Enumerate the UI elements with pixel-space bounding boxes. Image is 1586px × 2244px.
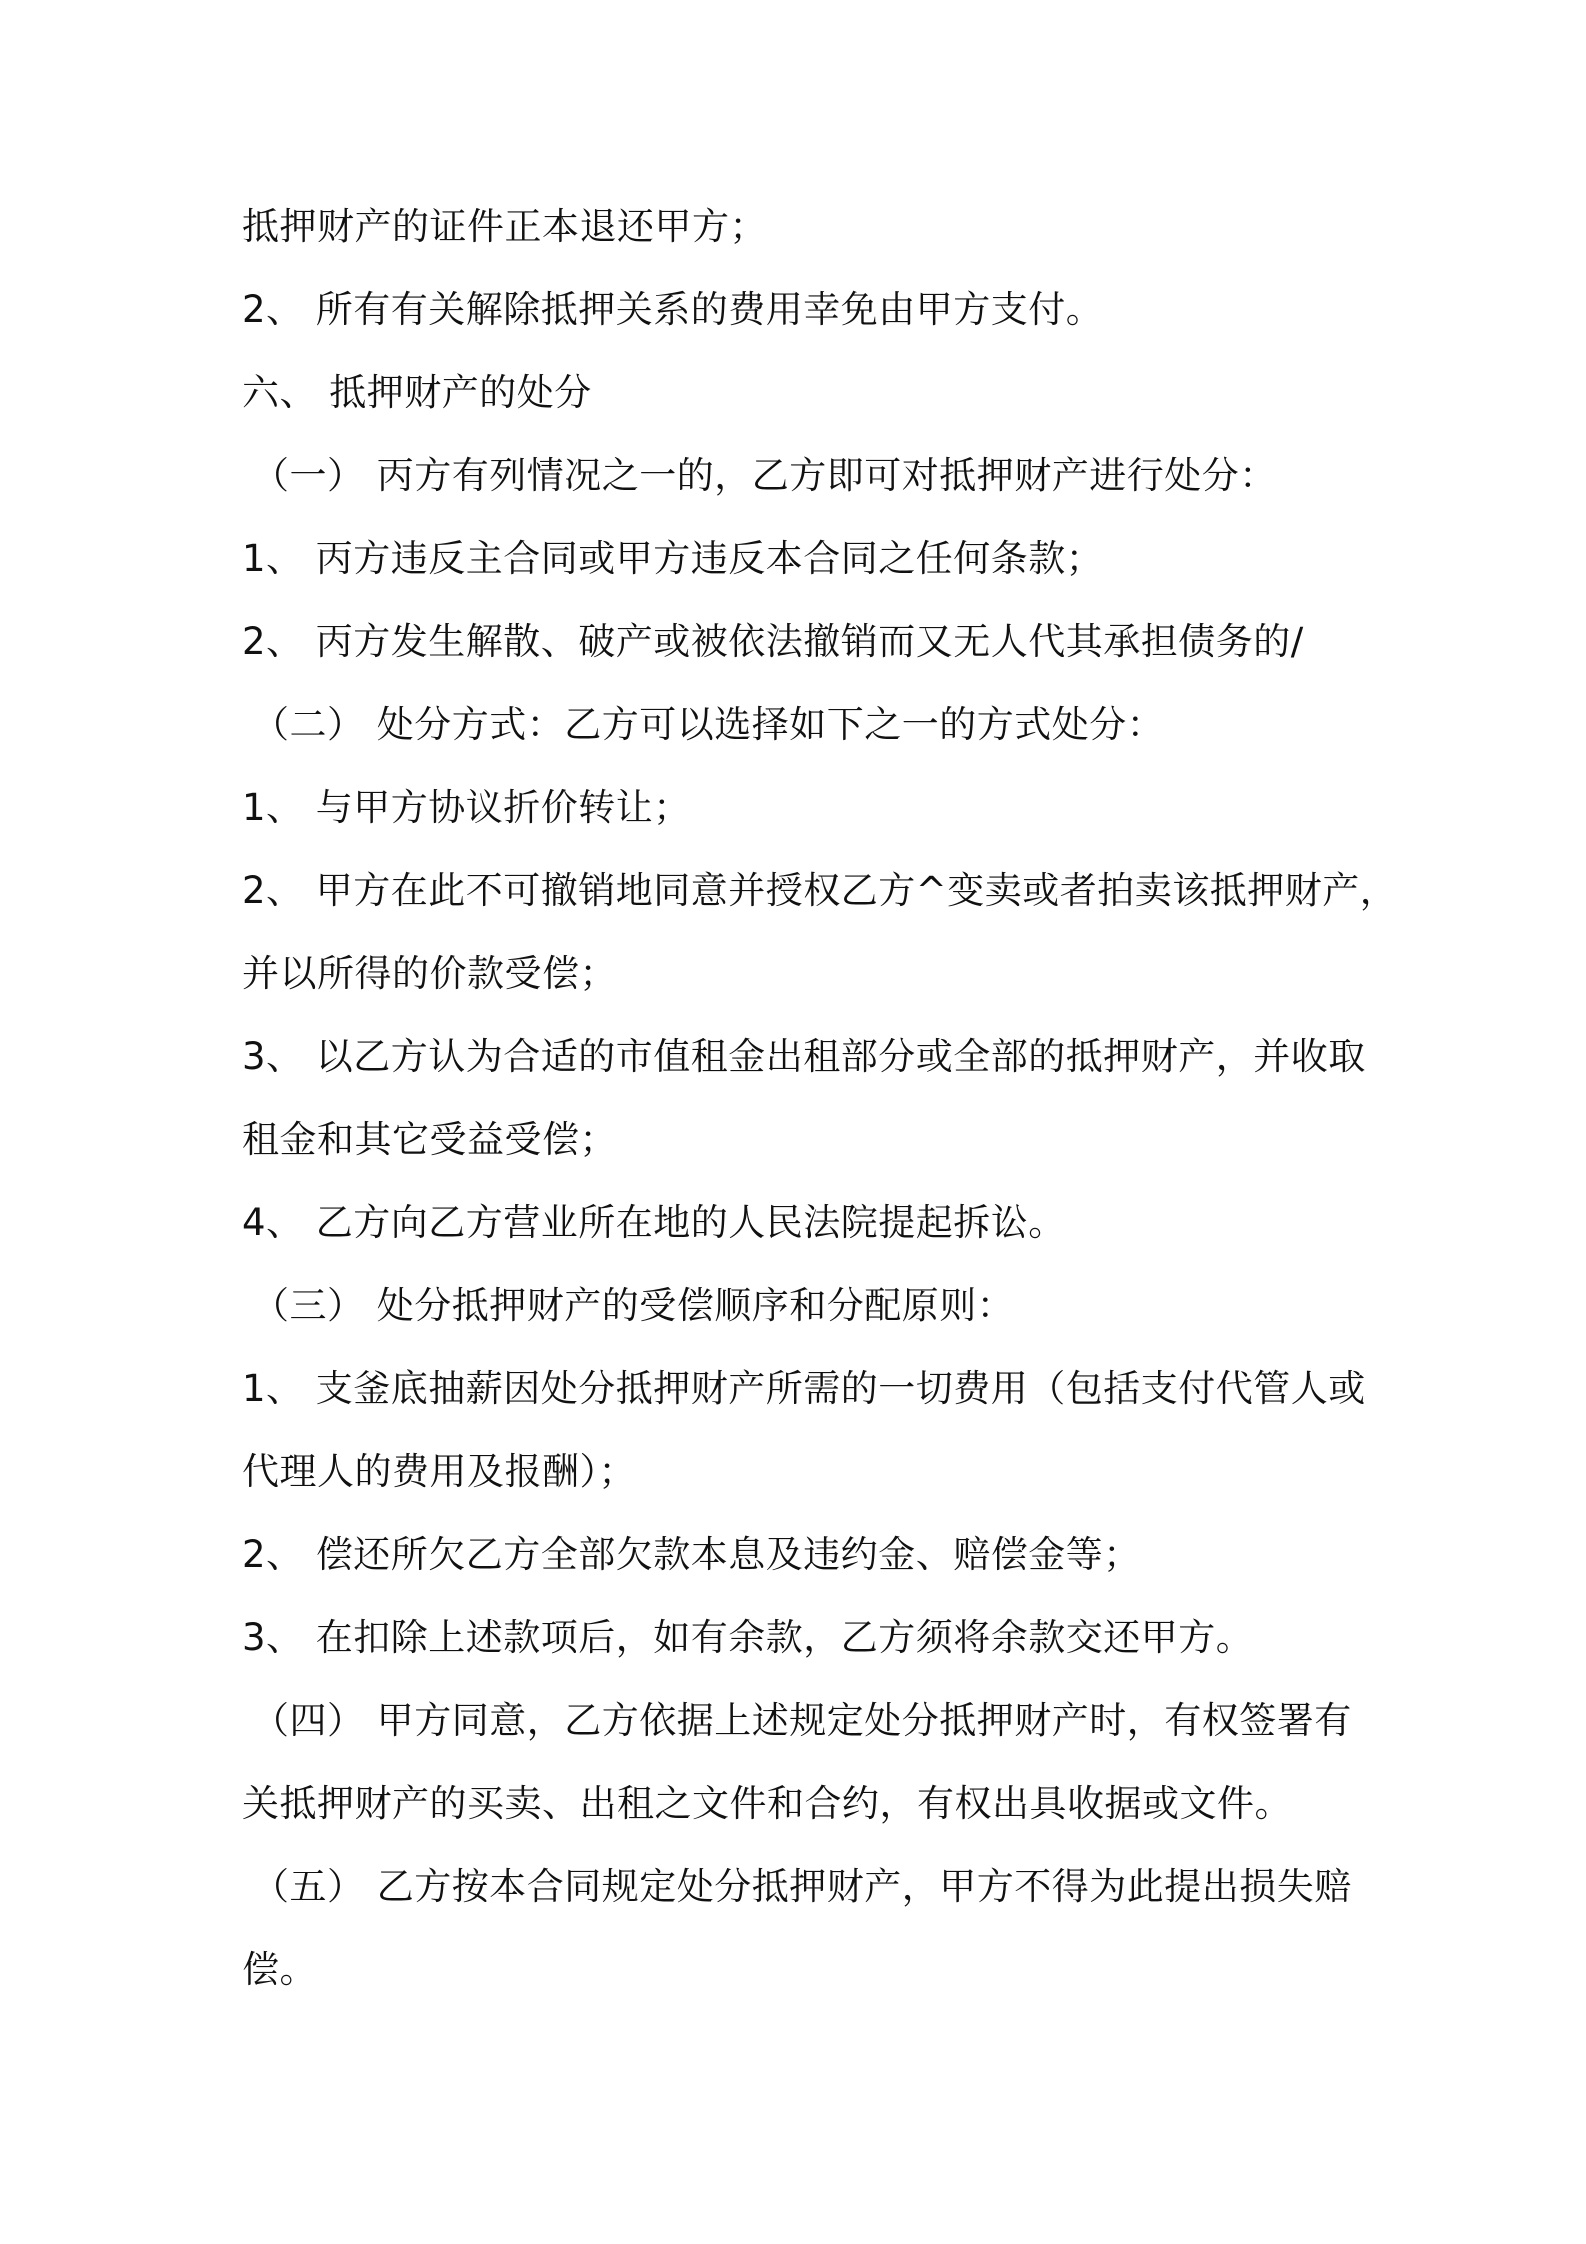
subsection-heading-2: （二） 处分方式：乙方可以选择如下之一的方式处分： <box>252 703 1165 746</box>
text-line-17: 2、 偿还所欠乙方全部欠款本息及违约金、赔偿金等； <box>242 1533 1141 1576</box>
subsection-heading-1: （一） 丙方有列情况之一的，乙方即可对抵押财产进行处分： <box>252 454 1277 497</box>
text-line-2: 2、 所有有关解除抵押关系的费用幸免由甲方支付。 <box>242 288 1104 331</box>
subsection-heading-3: （三） 处分抵押财产的受偿顺序和分配原则： <box>252 1284 1015 1327</box>
text-line-18: 3、 在扣除上述款项后，如有余款，乙方须将余款交还甲方。 <box>242 1616 1254 1659</box>
section-heading-6: 六、 抵押财产的处分 <box>242 371 592 414</box>
subsection-heading-4: （四） 甲方同意，乙方依据上述规定处分抵押财产时，有权签署有 <box>252 1699 1352 1742</box>
text-line-22: 偿。 <box>242 1948 317 1991</box>
text-line-10: 并以所得的价款受偿； <box>242 952 617 995</box>
text-line-6: 2、 丙方发生解散、破产或被依法撤销而又无人代其承担债务的/ <box>242 620 1304 663</box>
text-line-8: 1、 与甲方协议折价转让； <box>242 786 691 829</box>
text-line-11: 3、 以乙方认为合适的市值租金出租部分或全部的抵押财产，并收取 <box>242 1035 1366 1078</box>
subsection-heading-5: （五） 乙方按本合同规定处分抵押财产，甲方不得为此提出损失赔 <box>252 1865 1352 1908</box>
text-line-15: 1、 支釜底抽薪因处分抵押财产所需的一切费用（包括支付代管人或 <box>242 1367 1366 1410</box>
text-line-20: 关抵押财产的买卖、出租之文件和合约，有权出具收据或文件。 <box>242 1782 1292 1825</box>
text-line-9: 2、 甲方在此不可撤销地同意并授权乙方^变卖或者拍卖该抵押财产， <box>242 869 1398 912</box>
text-line-12: 租金和其它受益受偿； <box>242 1118 617 1161</box>
text-line-13: 4、 乙方向乙方营业所在地的人民法院提起拆讼。 <box>242 1201 1066 1244</box>
text-line-5: 1、 丙方违反主合同或甲方违反本合同之任何条款； <box>242 537 1104 580</box>
text-line-16: 代理人的费用及报酬）； <box>242 1450 636 1493</box>
text-line-1: 抵押财产的证件正本退还甲方； <box>242 205 767 248</box>
